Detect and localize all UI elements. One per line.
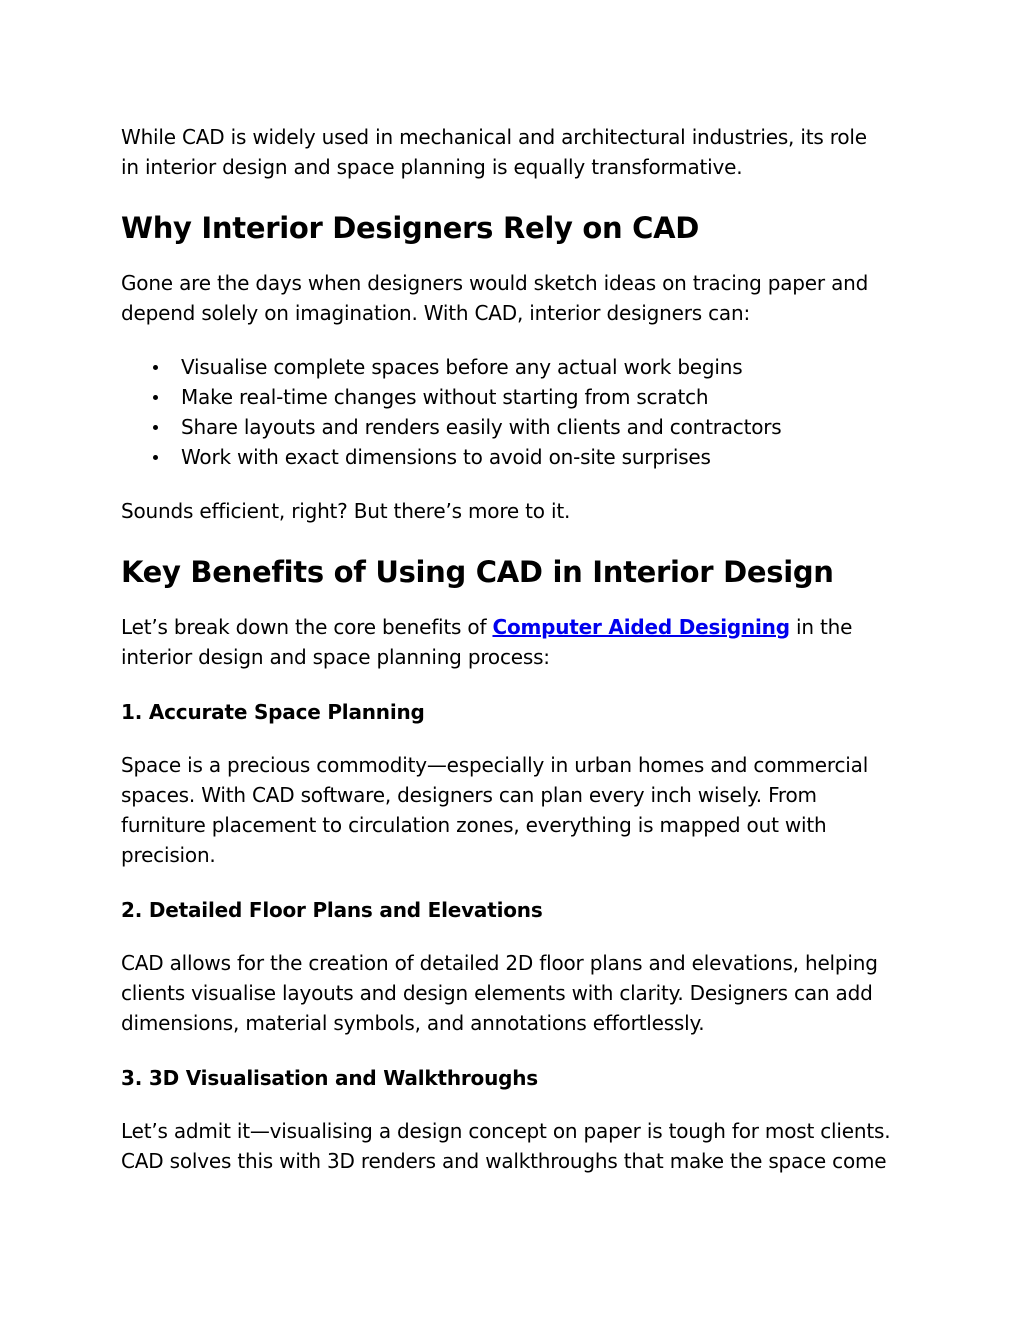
list-item-text: Make real-time changes without starting from scratch (181, 385, 709, 409)
subheading-accurate-space-planning: 1. Accurate Space Planning (121, 700, 425, 724)
section2-intro-suffix: in the (789, 615, 853, 639)
intro-line-2: in interior design and space planning is equally transformative. (121, 155, 743, 179)
item2-paragraph (121, 948, 911, 1038)
benefits-bullet-list (121, 352, 911, 472)
subheading-detailed-floor-plans: 2. Detailed Floor Plans and Elevations (121, 898, 543, 922)
item2-line: clients visualise layouts and design elements with clarity. Designers can add (121, 981, 873, 1005)
item1-paragraph (121, 750, 911, 870)
document-page (121, 122, 911, 1176)
item1-line: precision. (121, 843, 216, 867)
list-item (121, 442, 911, 472)
list-item (121, 412, 911, 442)
bullet-icon (153, 455, 158, 460)
section1-line-2: depend solely on imagination. With CAD, interior designers can: (121, 301, 750, 325)
intro-paragraph (121, 122, 911, 182)
bullet-icon (153, 365, 158, 370)
item3-line: CAD solves this with 3D renders and walkthroughs that make the space come (121, 1149, 887, 1173)
item3-paragraph (121, 1116, 911, 1176)
section1-paragraph (121, 268, 911, 328)
bullet-icon (153, 395, 158, 400)
item1-line: Space is a precious commodity—especially in urban homes and commercial (121, 753, 869, 777)
list-item-text: Visualise complete spaces before any actual work begins (181, 355, 743, 379)
bullet-icon (153, 425, 158, 430)
item1-line: furniture placement to circulation zones, everything is mapped out with (121, 813, 827, 837)
list-item (121, 382, 911, 412)
heading-key-benefits: Key Benefits of Using CAD in Interior Design (121, 555, 834, 589)
list-item (121, 352, 911, 382)
item2-line: CAD allows for the creation of detailed 2D floor plans and elevations, helping (121, 951, 878, 975)
item3-line: Let’s admit it—visualising a design concept on paper is tough for most clients. (121, 1119, 891, 1143)
subheading-3d-visualisation: 3. 3D Visualisation and Walkthroughs (121, 1066, 538, 1090)
section1-closing: Sounds efficient, right? But there’s more to it. (121, 499, 571, 523)
item2-line: dimensions, material symbols, and annotations effortlessly. (121, 1011, 705, 1035)
item1-line: spaces. With CAD software, designers can plan every inch wisely. From (121, 783, 817, 807)
heading-why-interior-designers: Why Interior Designers Rely on CAD (121, 211, 700, 245)
section2-intro-text: Let’s break down the core benefits of (121, 615, 493, 639)
section1-line-1: Gone are the days when designers would sketch ideas on tracing paper and (121, 271, 869, 295)
intro-line-1: While CAD is widely used in mechanical and architectural industries, its role (121, 125, 867, 149)
section2-intro (121, 612, 911, 672)
section2-intro-line-2: interior design and space planning process: (121, 645, 550, 669)
list-item-text: Work with exact dimensions to avoid on-site surprises (181, 445, 711, 469)
list-item-text: Share layouts and renders easily with clients and contractors (181, 415, 782, 439)
computer-aided-designing-link[interactable]: Computer Aided Designing (492, 615, 790, 639)
